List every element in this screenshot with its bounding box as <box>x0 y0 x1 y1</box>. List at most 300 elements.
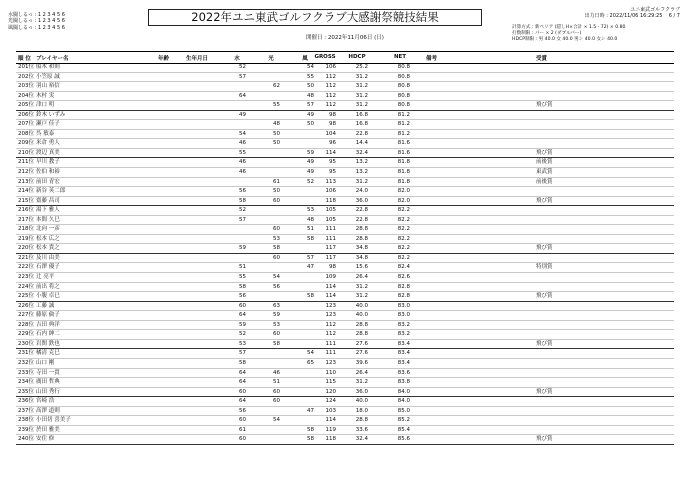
cell-wind: 47 <box>307 407 314 414</box>
cell-gross: 112 <box>325 102 336 109</box>
cell-net: 83.6 <box>397 369 410 376</box>
cell-hdcp: 31.2 <box>355 73 368 80</box>
cell-rank: 222位 <box>18 264 34 271</box>
cell-gross: 123 <box>325 302 336 309</box>
col-hdcp: HDCP <box>348 54 366 60</box>
cell-rank: 218位 <box>18 226 34 233</box>
cell-gross: 105 <box>325 216 336 223</box>
cell-out: 56 <box>239 407 246 414</box>
cell-rank: 210位 <box>18 149 34 156</box>
cell-gross: 120 <box>325 388 336 395</box>
cell-name: 米倉 勇人 <box>36 140 60 147</box>
cell-gross: 105 <box>325 207 336 214</box>
cell-hdcp: 34.8 <box>355 254 368 261</box>
table-row <box>16 378 674 388</box>
hole-info-line: 光闘しるっ : 1 2 3 4 5 6 <box>8 18 65 25</box>
cell-rank: 211位 <box>18 159 34 166</box>
page-title: 2022年ユニ東武ゴルフクラブ大感謝祭競技結果 <box>148 9 482 26</box>
cell-gross: 117 <box>325 245 336 252</box>
cell-gross: 95 <box>329 159 336 166</box>
cell-light: 58 <box>273 340 280 347</box>
table-row <box>16 101 674 111</box>
cell-light: 51 <box>273 379 280 386</box>
cell-hdcp: 31.2 <box>355 283 368 290</box>
cell-out: 54 <box>239 130 246 137</box>
cell-wind: 65 <box>307 359 314 366</box>
cell-name: 木村 実 <box>36 92 55 99</box>
cell-gross: 98 <box>329 121 336 128</box>
table-row <box>16 340 674 350</box>
cell-gross: 109 <box>325 274 336 281</box>
cell-hdcp: 27.6 <box>355 340 368 347</box>
cell-net: 83.4 <box>397 350 410 357</box>
cell-hdcp: 28.8 <box>355 321 368 328</box>
cell-wind: 50 <box>307 83 314 90</box>
table-row <box>16 426 674 436</box>
cell-out: 57 <box>239 350 246 357</box>
cell-name: 安住 修 <box>36 436 55 443</box>
cell-light: 62 <box>273 83 280 90</box>
cell-award: 飛び賞 <box>536 340 553 347</box>
table-row <box>16 302 674 312</box>
cell-net: 82.0 <box>397 197 410 204</box>
cell-award: 前後賞 <box>536 178 553 185</box>
cell-gross: 112 <box>325 83 336 90</box>
cell-wind: 49 <box>307 159 314 166</box>
cell-out: 60 <box>239 388 246 395</box>
cell-hdcp: 16.8 <box>355 111 368 118</box>
cell-hdcp: 13.2 <box>355 169 368 176</box>
org-block <box>585 7 680 19</box>
table-row <box>16 197 674 207</box>
cell-out: 55 <box>239 274 246 281</box>
cell-gross: 123 <box>325 359 336 366</box>
hole-info-line: 水闘しるっ : 1 2 3 4 5 6 <box>8 12 65 18</box>
cell-award: 飛び賞 <box>536 245 553 252</box>
cell-net: 81.6 <box>397 149 410 156</box>
cell-wind: 57 <box>307 102 314 109</box>
cell-net: 80.8 <box>397 102 410 109</box>
cell-net: 83.0 <box>397 302 410 309</box>
cell-out: 52 <box>239 331 246 338</box>
cell-rank: 238位 <box>18 417 34 424</box>
cell-wind: 52 <box>307 178 314 185</box>
cell-hdcp: 24.0 <box>355 188 368 195</box>
cell-wind: 48 <box>307 92 314 99</box>
table-row <box>16 111 674 121</box>
cell-rank: 230位 <box>18 340 34 347</box>
table-row <box>16 73 674 83</box>
cell-wind: 58 <box>307 436 314 443</box>
cell-out: 56 <box>239 188 246 195</box>
cell-gross: 119 <box>325 426 336 433</box>
col-out: 水 <box>234 56 240 62</box>
cell-name: 前田 青宏 <box>36 178 60 185</box>
cell-net: 83.2 <box>397 321 410 328</box>
cell-gross: 106 <box>325 188 336 195</box>
table-row <box>16 63 674 73</box>
col-light: 光 <box>268 56 274 62</box>
print-date: 出力日時 : 2022/11/06 16:29:25 <box>584 13 663 20</box>
cell-rank: 223位 <box>18 274 34 281</box>
cell-light: 63 <box>273 302 280 309</box>
cell-hdcp: 26.4 <box>355 274 368 281</box>
cell-gross: 112 <box>325 331 336 338</box>
cell-out: 60 <box>239 436 246 443</box>
cell-gross: 114 <box>325 293 336 300</box>
cell-name: 石内 紳二 <box>36 331 60 338</box>
cell-net: 82.2 <box>397 245 410 252</box>
cell-rank: 229位 <box>18 331 34 338</box>
cell-rank: 204位 <box>18 92 34 99</box>
table-row <box>16 216 674 226</box>
event-date: 開催日 : 2022年11月06日 (日) <box>306 35 384 41</box>
cell-net: 85.2 <box>397 417 410 424</box>
cell-name: 宮崎 浩 <box>36 398 55 405</box>
table-row <box>16 388 674 398</box>
col-name: プレイヤー名 <box>36 56 69 62</box>
cell-name: 呉 敏泰 <box>36 130 55 137</box>
cell-wind: 54 <box>307 350 314 357</box>
cell-name: 鈴木 いずみ <box>36 111 66 118</box>
cell-name: 前出 将之 <box>36 283 60 290</box>
print-meta <box>585 13 680 19</box>
cell-hdcp: 40.0 <box>355 398 368 405</box>
cell-award: 前後賞 <box>536 159 553 166</box>
cell-light: 56 <box>273 283 280 290</box>
cell-name: 瀬戸 佳子 <box>36 121 60 128</box>
cell-name: 早川 教子 <box>36 159 60 166</box>
cell-out: 46 <box>239 159 246 166</box>
cell-light: 53 <box>273 321 280 328</box>
cell-wind: 49 <box>307 169 314 176</box>
cell-hdcp: 18.0 <box>355 407 368 414</box>
cell-rank: 205位 <box>18 102 34 109</box>
table-row <box>16 206 674 216</box>
cell-gross: 112 <box>325 73 336 80</box>
cell-wind: 58 <box>307 293 314 300</box>
cell-rank: 220位 <box>18 245 34 252</box>
cell-out: 46 <box>239 169 246 176</box>
cell-hdcp: 14.4 <box>355 140 368 147</box>
cell-award: 飛び賞 <box>536 102 553 109</box>
cell-gross: 96 <box>329 140 336 147</box>
cell-out: 53 <box>239 340 246 347</box>
cell-light: 60 <box>273 254 280 261</box>
table-row <box>16 92 674 102</box>
cell-out: 59 <box>239 245 246 252</box>
cell-out: 49 <box>239 111 246 118</box>
cell-hdcp: 36.0 <box>355 388 368 395</box>
cell-wind: 50 <box>307 121 314 128</box>
cell-net: 82.2 <box>397 254 410 261</box>
cell-award: 特別賞 <box>536 264 553 271</box>
cell-name: 吉田 典洋 <box>36 321 60 328</box>
cell-light: 50 <box>273 140 280 147</box>
cell-gross: 117 <box>325 254 336 261</box>
cell-rank: 202位 <box>18 73 34 80</box>
cell-rank: 215位 <box>18 197 34 204</box>
cell-rank: 206位 <box>18 111 34 118</box>
table-row <box>16 321 674 331</box>
cell-gross: 118 <box>325 436 336 443</box>
cell-out: 46 <box>239 140 246 147</box>
cell-out: 52 <box>239 64 246 70</box>
cell-out: 58 <box>239 359 246 366</box>
cell-name: 佐伯 和裕 <box>36 169 60 176</box>
cell-hdcp: 34.8 <box>355 245 368 252</box>
col-birth: 生年月日 <box>186 56 209 62</box>
cell-net: 83.0 <box>397 312 410 319</box>
cell-light: 61 <box>273 178 280 185</box>
cell-name: 湯下 雅人 <box>36 207 60 214</box>
cell-gross: 111 <box>325 226 336 233</box>
cell-wind: 55 <box>307 73 314 80</box>
cell-name: 松本 貴之 <box>36 245 60 252</box>
cell-net: 81.8 <box>397 169 410 176</box>
cell-light: 60 <box>273 388 280 395</box>
col-rank: 順 位 <box>18 56 31 62</box>
cell-net: 82.2 <box>397 207 410 214</box>
table-row <box>16 120 674 130</box>
cell-name: 船木 和則 <box>36 64 60 70</box>
table-row <box>16 178 674 188</box>
table-row <box>16 149 674 159</box>
cell-hdcp: 15.6 <box>355 264 368 271</box>
cell-out: 58 <box>239 283 246 290</box>
cell-light: 48 <box>273 121 280 128</box>
cell-name: 小田切 喜美子 <box>36 417 71 424</box>
cell-gross: 114 <box>325 417 336 424</box>
cell-light: 55 <box>273 102 280 109</box>
cell-light: 53 <box>273 235 280 242</box>
cell-light: 58 <box>273 245 280 252</box>
cell-wind: 51 <box>307 226 314 233</box>
results-table <box>16 63 674 445</box>
cell-gross: 112 <box>325 92 336 99</box>
cell-rank: 213位 <box>18 178 34 185</box>
cell-hdcp: 28.8 <box>355 331 368 338</box>
cell-net: 81.6 <box>397 140 410 147</box>
cell-net: 82.6 <box>397 274 410 281</box>
cell-out: 52 <box>239 207 246 214</box>
cell-award: 飛び賞 <box>536 388 553 395</box>
cell-light: 60 <box>273 197 280 204</box>
col-net: NET <box>393 54 407 60</box>
col-award: 受賞 <box>536 56 548 62</box>
score-limit: 打数制限 : パー × 2 (ダブルパー) <box>512 31 582 37</box>
cell-gross: 110 <box>325 369 336 376</box>
cell-rank: 201位 <box>18 64 34 70</box>
cell-gross: 111 <box>325 235 336 242</box>
cell-name: 廣田 哲典 <box>36 379 60 386</box>
cell-net: 85.0 <box>397 407 410 414</box>
cell-out: 57 <box>239 216 246 223</box>
cell-hdcp: 25.2 <box>355 64 368 70</box>
col-remark: 備考 <box>426 56 438 62</box>
cell-light: 54 <box>273 417 280 424</box>
cell-rank: 239位 <box>18 426 34 433</box>
table-row <box>16 139 674 149</box>
cell-award: 飛び賞 <box>536 197 553 204</box>
cell-hdcp: 28.8 <box>355 235 368 242</box>
table-row <box>16 187 674 197</box>
cell-hdcp: 28.8 <box>355 417 368 424</box>
cell-net: 83.8 <box>397 379 410 386</box>
cell-hdcp: 22.8 <box>355 130 368 137</box>
table-row <box>16 369 674 379</box>
cell-light: 60 <box>273 398 280 405</box>
cell-rank: 233位 <box>18 369 34 376</box>
cell-gross: 115 <box>325 379 336 386</box>
table-row <box>16 397 674 407</box>
cell-wind: 58 <box>307 426 314 433</box>
cell-award: 飛び賞 <box>536 149 553 156</box>
cell-gross: 95 <box>329 169 336 176</box>
cell-net: 80.8 <box>397 64 410 70</box>
cell-net: 82.2 <box>397 216 410 223</box>
table-row <box>16 330 674 340</box>
cell-out: 64 <box>239 398 246 405</box>
cell-rank: 227位 <box>18 312 34 319</box>
cell-rank: 207位 <box>18 121 34 128</box>
cell-name: 山田 秀行 <box>36 388 60 395</box>
cell-name: 齋藤 昌司 <box>36 197 60 204</box>
cell-name: 本間 久巳 <box>36 216 60 223</box>
cell-rank: 236位 <box>18 398 34 405</box>
col-gross: GROSS <box>314 54 336 60</box>
cell-gross: 118 <box>325 197 336 204</box>
cell-hdcp: 31.2 <box>355 92 368 99</box>
table-row <box>16 311 674 321</box>
cell-rank: 209位 <box>18 140 34 147</box>
table-row <box>16 263 674 273</box>
cell-rank: 228位 <box>18 321 34 328</box>
cell-gross: 112 <box>325 321 336 328</box>
table-row <box>16 168 674 178</box>
cell-rank: 219位 <box>18 235 34 242</box>
table-row <box>16 225 674 235</box>
table-row <box>16 130 674 140</box>
cell-net: 81.8 <box>397 159 410 166</box>
cell-name: 小腹 卓巳 <box>36 293 60 300</box>
cell-gross: 114 <box>325 149 336 156</box>
cell-rank: 235位 <box>18 388 34 395</box>
cell-net: 81.2 <box>397 121 410 128</box>
cell-name: 石澤 優子 <box>36 264 60 271</box>
cell-name: 北向 一彦 <box>36 226 60 233</box>
cell-name: 寺田 一貴 <box>36 369 60 376</box>
cell-hdcp: 28.8 <box>355 226 368 233</box>
cell-out: 64 <box>239 379 246 386</box>
col-wind: 風 <box>302 56 308 62</box>
cell-rank: 232位 <box>18 359 34 366</box>
cell-hdcp: 40.0 <box>355 302 368 309</box>
cell-net: 82.8 <box>397 283 410 290</box>
cell-rank: 231位 <box>18 350 34 357</box>
cell-out: 58 <box>239 197 246 204</box>
cell-wind: 47 <box>307 264 314 271</box>
table-row <box>16 244 674 254</box>
cell-wind: 48 <box>307 216 314 223</box>
table-row <box>16 158 674 168</box>
table-row <box>16 254 674 264</box>
table-row <box>16 235 674 245</box>
cell-name: 高澤 道則 <box>36 407 60 414</box>
cell-net: 81.8 <box>397 178 410 185</box>
cell-light: 60 <box>273 331 280 338</box>
cell-gross: 123 <box>325 312 336 319</box>
cell-rank: 226位 <box>18 302 34 309</box>
page-number: 6 / 7 <box>668 13 680 20</box>
cell-hdcp: 31.2 <box>355 293 368 300</box>
hole-info-line: 風闘しるっ : 1 2 3 4 5 6 <box>8 24 65 31</box>
cell-name: 山口 剛 <box>36 359 55 366</box>
cell-gross: 124 <box>325 398 336 405</box>
cell-hdcp: 33.6 <box>355 426 368 433</box>
cell-gross: 103 <box>325 407 336 414</box>
cell-out: 56 <box>239 293 246 300</box>
cell-name: 松本 広之 <box>36 235 60 242</box>
cell-rank: 234位 <box>18 379 34 386</box>
cell-net: 82.0 <box>397 188 410 195</box>
cell-award: 東武賞 <box>536 169 553 176</box>
cell-rank: 240位 <box>18 436 34 443</box>
cell-out: 61 <box>239 426 246 433</box>
table-row <box>16 407 674 417</box>
cell-name: 於田 雅美 <box>36 426 60 433</box>
cell-name: 渡辺 真美 <box>36 149 60 156</box>
cell-rank: 224位 <box>18 283 34 290</box>
cell-gross: 113 <box>325 178 336 185</box>
cell-rank: 216位 <box>18 207 34 214</box>
table-row <box>16 435 674 445</box>
cell-out: 57 <box>239 73 246 80</box>
cell-wind: 59 <box>307 149 314 156</box>
cell-hdcp: 39.6 <box>355 359 368 366</box>
cell-net: 83.2 <box>397 331 410 338</box>
cell-hdcp: 31.2 <box>355 83 368 90</box>
cell-hdcp: 27.6 <box>355 350 368 357</box>
cell-net: 84.0 <box>397 388 410 395</box>
cell-name: 岩関 鉄也 <box>36 340 60 347</box>
cell-name: 羽山 裕信 <box>36 83 60 90</box>
cell-out: 64 <box>239 312 246 319</box>
cell-name: 津口 明 <box>36 102 55 109</box>
cell-name: 及川 由美 <box>36 254 60 261</box>
cell-rank: 237位 <box>18 407 34 414</box>
cell-name: 工藤 誠 <box>36 302 55 309</box>
cell-light: 59 <box>273 312 280 319</box>
cell-name: 藤原 倫子 <box>36 312 60 319</box>
cell-light: 50 <box>273 130 280 137</box>
cell-light: 46 <box>273 369 280 376</box>
cell-rank: 221位 <box>18 254 34 261</box>
cell-gross: 111 <box>325 340 336 347</box>
cell-light: 50 <box>273 188 280 195</box>
cell-net: 85.6 <box>397 436 410 443</box>
hdcp-limit: HDCP制限 : 男 40.0 女 40.0 男シ 40.0 女シ 40.0 <box>512 37 618 43</box>
cell-out: 60 <box>239 302 246 309</box>
cell-out: 51 <box>239 264 246 271</box>
cell-light: 60 <box>273 226 280 233</box>
cell-hdcp: 26.4 <box>355 369 368 376</box>
cell-wind: 57 <box>307 254 314 261</box>
cell-hdcp: 16.8 <box>355 121 368 128</box>
cell-name: 橘清 克巳 <box>36 350 60 357</box>
cell-out: 64 <box>239 92 246 99</box>
cell-rank: 225位 <box>18 293 34 300</box>
